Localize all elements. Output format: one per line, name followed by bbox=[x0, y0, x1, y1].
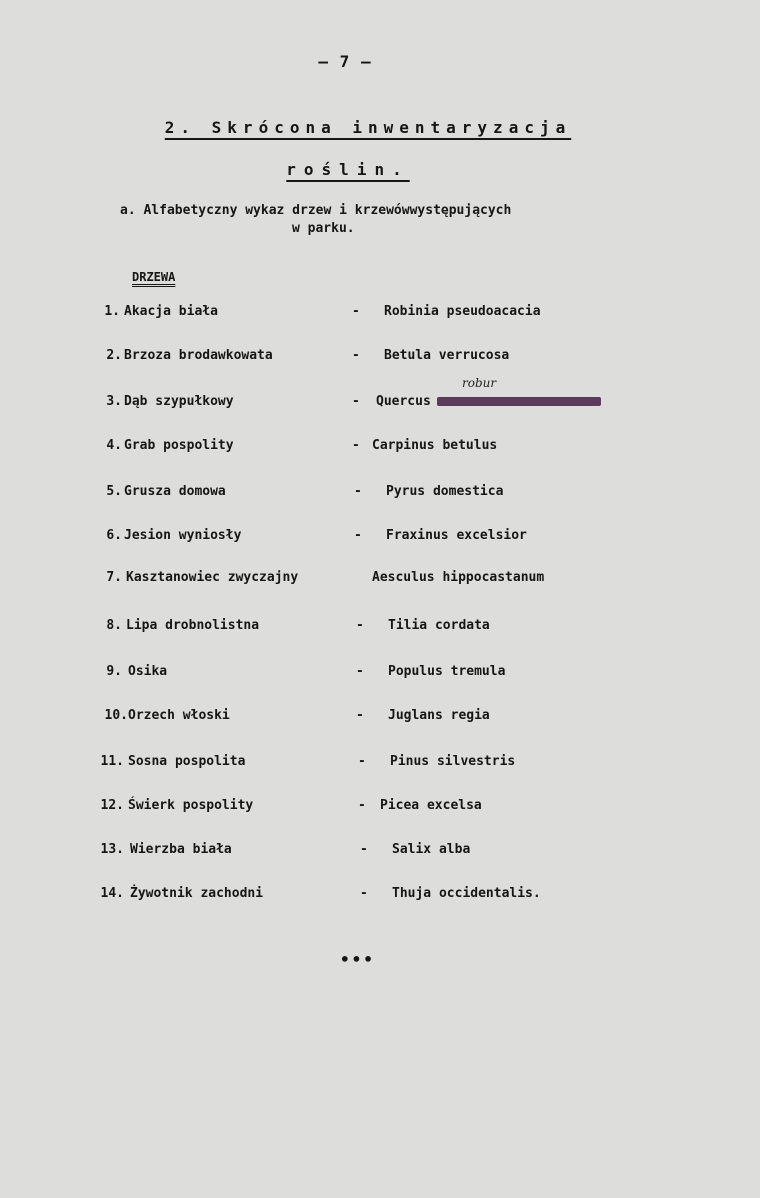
polish-name: Lipa drobnolistna bbox=[126, 618, 260, 633]
latin-name: Pinus silvestris bbox=[390, 754, 516, 769]
latin-name: Tilia cordata bbox=[388, 618, 490, 633]
list-item bbox=[0, 570, 760, 594]
separator-dash: - bbox=[358, 754, 366, 769]
separator-dash: - bbox=[356, 618, 364, 633]
item-number: 11. bbox=[100, 754, 124, 769]
polish-name: Wierzba biała bbox=[130, 842, 232, 857]
end-of-list-mark: ••• bbox=[340, 950, 375, 969]
polish-name: Kasztanowiec zwyczajny bbox=[126, 570, 299, 585]
latin-name: Salix alba bbox=[392, 842, 471, 857]
handwritten-correction: robur bbox=[462, 376, 497, 390]
latin-name: Carpinus betulus bbox=[372, 438, 498, 453]
strikethrough-mark bbox=[437, 397, 601, 406]
list-item bbox=[0, 304, 760, 328]
list-item bbox=[0, 618, 760, 642]
polish-name: Dąb szypułkowy bbox=[124, 394, 234, 409]
list-item bbox=[0, 842, 760, 866]
latin-name: Picea excelsa bbox=[380, 798, 482, 813]
separator-dash: - bbox=[352, 438, 360, 453]
item-number: 13. bbox=[100, 842, 124, 857]
latin-name: Robinia pseudoacacia bbox=[384, 304, 541, 319]
polish-name: Akacja biała bbox=[124, 304, 218, 319]
latin-name: Quercus bbox=[376, 394, 431, 409]
item-number: 12. bbox=[100, 798, 124, 813]
latin-name: Populus tremula bbox=[388, 664, 506, 679]
item-number: 7. bbox=[106, 570, 122, 585]
item-number: 1. bbox=[104, 304, 120, 319]
polish-name: Sosna pospolita bbox=[128, 754, 246, 769]
separator-dash: - bbox=[352, 348, 360, 363]
separator-dash: - bbox=[356, 708, 364, 723]
separator-dash: - bbox=[360, 842, 368, 857]
latin-name: Thuja occidentalis. bbox=[392, 886, 541, 901]
polish-name: Jesion wyniosły bbox=[124, 528, 242, 543]
item-number: 6. bbox=[106, 528, 122, 543]
list-item bbox=[0, 438, 760, 462]
latin-name: Betula verrucosa bbox=[384, 348, 510, 363]
separator-dash: - bbox=[360, 886, 368, 901]
list-item bbox=[0, 708, 760, 732]
list-item bbox=[0, 664, 760, 688]
item-number: 14. bbox=[100, 886, 124, 901]
item-number: 10. bbox=[104, 708, 128, 723]
item-number: 4. bbox=[106, 438, 122, 453]
list-item bbox=[0, 394, 760, 418]
subtitle-line-1: a. Alfabetyczny wykaz drzew i krzewówwystępujących bbox=[120, 203, 512, 218]
list-item bbox=[0, 528, 760, 552]
list-item bbox=[0, 798, 760, 822]
list-item bbox=[0, 348, 760, 372]
item-number: 8. bbox=[106, 618, 122, 633]
polish-name: Grab pospolity bbox=[124, 438, 234, 453]
latin-name: Fraxinus excelsior bbox=[386, 528, 527, 543]
subtitle-line-2: w parku. bbox=[292, 221, 355, 236]
list-subtitle bbox=[120, 202, 680, 238]
item-number: 5. bbox=[106, 484, 122, 499]
polish-name: Świerk pospolity bbox=[128, 798, 254, 813]
polish-name: Orzech włoski bbox=[128, 708, 230, 723]
latin-name: Juglans regia bbox=[388, 708, 490, 723]
latin-name: Pyrus domestica bbox=[386, 484, 504, 499]
polish-name: Brzoza brodawkowata bbox=[124, 348, 273, 363]
polish-name: Żywotnik zachodni bbox=[130, 886, 264, 901]
latin-name-corrected bbox=[376, 394, 601, 409]
list-item bbox=[0, 886, 760, 910]
polish-name: Grusza domowa bbox=[124, 484, 226, 499]
separator-dash: - bbox=[354, 484, 362, 499]
separator-dash: - bbox=[352, 394, 360, 409]
separator-dash: - bbox=[356, 664, 364, 679]
section-heading: 2. Skrócona inwentaryzacja bbox=[164, 118, 572, 137]
latin-name: Aesculus hippocastanum bbox=[372, 570, 545, 585]
item-number: 2. bbox=[106, 348, 122, 363]
trees-section-label: DRZEWA bbox=[132, 270, 176, 284]
polish-name: Osika bbox=[128, 664, 168, 679]
page-number: — 7 — bbox=[318, 52, 372, 71]
separator-dash: - bbox=[358, 798, 366, 813]
list-item bbox=[0, 484, 760, 508]
item-number: 9. bbox=[106, 664, 122, 679]
list-item bbox=[0, 754, 760, 778]
item-number: 3. bbox=[106, 394, 122, 409]
separator-dash: - bbox=[354, 528, 362, 543]
separator-dash: - bbox=[352, 304, 360, 319]
section-heading-continued: roślin. bbox=[286, 160, 410, 179]
